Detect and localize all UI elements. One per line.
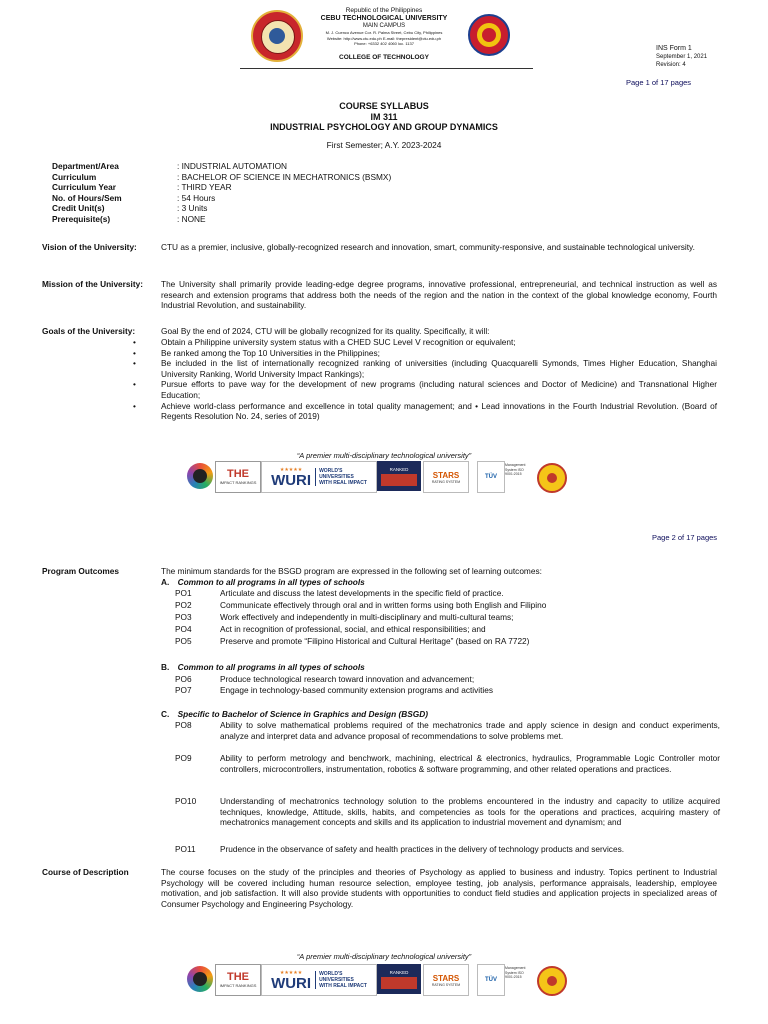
po-text: Prudence in the observance of safety and health practices in the delivery of technology products and services.	[220, 844, 625, 854]
course-description-text: The course focuses on the study of the principles and theories of Psychology as applied to business and industry. Topics pertinent to Industrial Psychology will be covered including human resource selection, employee testing, job analysis, performance appraisals, leadership, employee motivation, and job satisfaction. It will also provide students with opportunities to conduct field studies and application projects in specialized areas of Consumer Psychology and Engineering Psychology.	[161, 867, 717, 909]
iso-certification-text: Management System ISO 9001:2015	[505, 966, 526, 979]
goal-item: • Pursue efforts to pave way for the development of new programs (including natural sciences and Doctor of Medicine) and Transnational Higher Education;	[147, 379, 717, 400]
goal-item: • Be included in the list of internationally recognized ranking of universities (including Quacquarelli Symonds, Times Higher Education, Shanghai University Ranking, World University Impact Rankings);	[147, 358, 717, 379]
header-campus: MAIN CAMPUS	[362, 23, 406, 29]
the-logo: THE IMPACT RANKINGS	[215, 964, 261, 996]
wuri-logo: ★★★★★ WURI WORLD'S UNIVERSITIES WITH REAL IMPACT	[261, 461, 377, 493]
header-address: M. J. Cuenco Avenue Cor. R. Palma Street, Cebu City, Philippines	[325, 30, 443, 35]
stars-rating-logo: STARS RATING SYSTEM	[423, 461, 469, 493]
header-college: COLLEGE OF TECHNOLOGY	[339, 54, 429, 61]
tagline: “A premier multi-disciplinary technological university”	[296, 451, 472, 460]
po-code: PO1	[175, 588, 192, 598]
page-number-1: Page 1 of 17 pages	[626, 78, 692, 87]
po-code: PO6	[175, 674, 192, 684]
accreditation-logos	[187, 461, 567, 491]
goals-list	[147, 337, 717, 422]
vision-label: Vision of the University:	[42, 242, 137, 252]
section-b-letter: B.	[161, 662, 170, 672]
tuv-logo: TÜV	[477, 461, 505, 493]
info-value: : 54 Hours	[177, 192, 216, 203]
ranked-badge-logo: RANKED	[377, 461, 421, 491]
section-a-letter: A.	[161, 577, 170, 587]
goals-intro: Goal By the end of 2024, CTU will be globally recognized for its quality. Specifically, it will:	[161, 326, 490, 336]
section-b-title: Common to all programs in all types of schools	[177, 662, 365, 672]
round-seal-logo	[537, 463, 567, 493]
po-code: PO4	[175, 624, 192, 634]
stars-rating-logo: STARS RATING SYSTEM	[423, 964, 469, 996]
round-seal-logo	[537, 966, 567, 996]
info-label: No. of Hours/Sem	[52, 192, 122, 203]
semester-line: First Semester; A.Y. 2023-2024	[326, 140, 442, 150]
impact-seal-logo	[187, 966, 213, 992]
form-id: INS Form 1	[656, 45, 692, 52]
program-outcomes-intro: The minimum standards for the BSGD program are expressed in the following set of learning outcomes:	[161, 566, 542, 576]
goals-label: Goals of the University:	[42, 326, 136, 336]
po-text: Articulate and discuss the latest developments in the specific field of practice.	[220, 588, 504, 598]
ranked-badge-logo: RANKED	[377, 964, 421, 994]
section-a-title: Common to all programs in all types of schools	[177, 577, 365, 587]
po-code: PO9	[175, 753, 192, 763]
po-code: PO3	[175, 612, 192, 622]
form-revision: Revision: 4	[656, 62, 686, 68]
section-c-title: Specific to Bachelor of Science in Graphics and Design (BSGD)	[177, 709, 428, 719]
po-code: PO2	[175, 600, 192, 610]
goal-item: • Be ranked among the Top 10 Universities in the Philippines;	[147, 348, 717, 359]
info-label: Curriculum Year	[52, 182, 116, 193]
info-label: Curriculum	[52, 171, 97, 182]
header-republic: Republic of the Philippines	[345, 7, 423, 14]
po-code: PO10	[175, 796, 197, 806]
po-code: PO5	[175, 636, 192, 646]
mission-text: The University shall primarily provide leading-edge degree programs, innovative professional, entrepreneurial, and technical instruction as well as research and extension programs that address both the needs of the region and the nation in the context of the global knowledge economy, Fourth Industrial Revolution, and sustainability.	[161, 279, 717, 311]
impact-seal-logo	[187, 463, 213, 489]
header-phone: Phone: +6332 402 4060 loc. 1137	[354, 41, 414, 46]
po-code: PO8	[175, 720, 192, 730]
course-code: IM 311	[370, 111, 398, 122]
po-text: Ability to solve mathematical problems required of the mechatronics trade and apply science in design and conduct experiments, analyze and interpret data and advance proposal of recommendations to solve problems met.	[220, 720, 720, 741]
mission-label: Mission of the University:	[42, 279, 143, 289]
the-logo: THE IMPACT RANKINGS	[215, 461, 261, 493]
info-value: : INDUSTRIAL AUTOMATION	[177, 161, 288, 171]
po-text: Engage in technology-based community extension programs and activities	[220, 685, 494, 695]
iso-certification-text: Management System ISO 9001:2015	[505, 463, 526, 476]
page-number-2: Page 2 of 17 pages	[652, 533, 718, 542]
university-seal-logo	[251, 10, 303, 62]
tagline: “A premier multi-disciplinary technological university”	[296, 952, 472, 961]
goal-item: • Achieve world-class performance and excellence in total quality management; and • Lead innovations in the Fourth Industrial Revolution. (Board of Regents Resolution No. 24, series of 2019)	[147, 401, 717, 422]
po-text: Work effectively and independently in multi-disciplinary and multi-cultural teams;	[220, 612, 514, 622]
info-value: : BACHELOR OF SCIENCE IN MECHATRONICS (BSMX)	[177, 171, 392, 182]
po-text: Understanding of mechatronics technology solution to the problems encountered in the industry and capacity to utilize acquired techniques, knowledge, Attitude, skills, habits, and competencies as tools for the operations and practices, acquiring mastery of mechatronics management concepts and skills and its application to industrial movement and dynamism; and	[220, 796, 720, 828]
tuv-logo: TÜV	[477, 964, 505, 996]
po-text: Preserve and promote “Filipino Historical and Cultural Heritage” (based on RA 7722)	[220, 636, 530, 646]
header-divider	[240, 68, 533, 69]
section-c-letter: C.	[161, 709, 170, 719]
asean-logo	[468, 14, 510, 56]
form-date: September 1, 2021	[656, 54, 708, 60]
accreditation-logos	[187, 964, 567, 994]
vision-text: CTU as a premier, inclusive, globally-recognized research and innovation, smart, community-responsive, and sustainable technological university.	[161, 242, 695, 252]
program-outcomes-label: Program Outcomes	[42, 566, 119, 576]
po-text: Produce technological research toward innovation and advancement;	[220, 674, 475, 684]
po-code: PO7	[175, 685, 192, 695]
info-label: Credit Unit(s)	[52, 203, 105, 214]
info-label: Department/Area	[52, 161, 119, 171]
info-value: : THIRD YEAR	[177, 182, 232, 193]
po-text: Act in recognition of professional, social, and ethical responsibilities; and	[220, 624, 486, 634]
info-value: : NONE	[177, 213, 206, 224]
info-label: Prerequisite(s)	[52, 213, 111, 224]
course-description-label: Course of Description	[42, 867, 129, 877]
info-value: : 3 Units	[177, 203, 208, 214]
po-text: Communicate effectively through oral and in written forms using both English and Filipino	[220, 600, 547, 610]
header-website: Website: http://www.ctu.edu.ph E-mail: thepresident@ctu.edu.ph	[326, 35, 442, 41]
course-info	[52, 161, 552, 225]
po-code: PO11	[175, 844, 196, 854]
header-university-name: CEBU TECHNOLOGICAL UNIVERSITY	[320, 15, 448, 22]
wuri-logo: ★★★★★ WURI WORLD'S UNIVERSITIES WITH REAL IMPACT	[261, 964, 377, 996]
syllabus-title: COURSE SYLLABUS	[339, 101, 429, 111]
po-text: Ability to perform metrology and benchwork, machining, electrical & electronics, hydraulics, Programmable Logic Controller motor controllers, microcontrollers, instrumentation, robotics & software programming, and other related operations and practices.	[220, 753, 720, 774]
goal-item: • Obtain a Philippine university system status with a CHED SUC Level V recognition or equivalent;	[147, 337, 717, 348]
course-name: INDUSTRIAL PSYCHOLOGY AND GROUP DYNAMICS	[270, 122, 498, 132]
